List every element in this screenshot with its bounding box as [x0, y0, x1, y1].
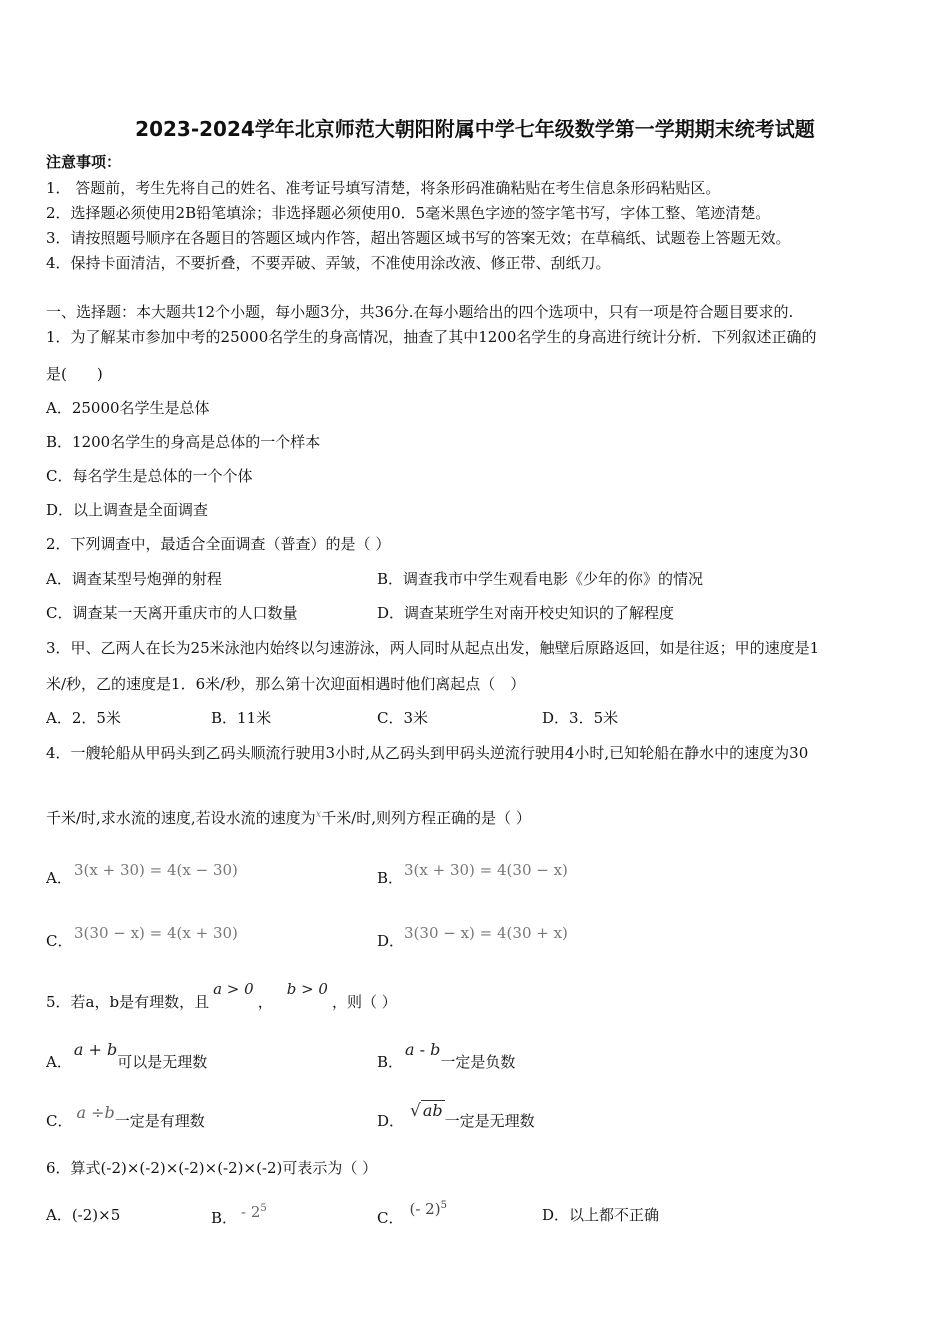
q1-option-b: B．1200名学生的身高是总体的一个样本: [46, 433, 321, 451]
q5-option-b-label: B．: [377, 1053, 404, 1071]
q5-option-b: [377, 1040, 516, 1072]
notice-heading: 注意事项：: [46, 153, 122, 171]
q1-stem-1: 1．为了解某市参加中考的25000名学生的身高情况，抽查了其中1200名学生的身高进行统计分析．下列叙述正确的: [46, 328, 817, 346]
q4-option-c-math: 3(30 − x) = 4(x + 30): [74, 924, 238, 942]
q4-option-b-math: 3(x + 30) = 4(30 − x): [404, 861, 568, 879]
q5-stem-b: ，则（ ）: [331, 993, 397, 1011]
notice-item-4: 4．保持卡面清洁，不要折叠，不要弄破、弄皱，不准使用涂改液、修正带、刮纸刀。: [46, 254, 611, 272]
q6-option-c: [377, 1200, 447, 1228]
q2-option-a: A．调查某型号炮弹的射程: [46, 570, 222, 588]
q3-option-a: A．2．5米: [46, 709, 121, 727]
q4-stem-2a: 千米/时,求水流的速度,若设水流的速度为: [46, 809, 316, 827]
sqrt-icon: √: [410, 1101, 421, 1121]
q5-option-c-label: C．: [46, 1112, 73, 1130]
q5-stem-a: 5．若a，b是有理数，且: [46, 993, 210, 1011]
q3-option-d: D．3．5米: [542, 709, 619, 727]
q4-option-c-label: C．: [46, 932, 73, 950]
q6-option-b-label: B．: [211, 1209, 238, 1227]
q6-option-d: D．以上都不正确: [542, 1206, 660, 1224]
q6-option-a: A．(-2)×5: [46, 1206, 121, 1224]
q4-option-a-label: A．: [46, 869, 72, 887]
q3-stem-2: 米/秒，乙的速度是1．6米/秒，那么第十次迎面相遇时他们离起点（ ）: [46, 675, 526, 693]
q2-option-c: C．调查某一天离开重庆市的人口数量: [46, 604, 298, 622]
q5-option-d-math: ab: [422, 1101, 443, 1120]
q4-option-b-label: B．: [377, 869, 404, 887]
q4-option-d-math: 3(30 − x) = 4(30 + x): [404, 924, 568, 942]
q6-option-c-label: C．: [377, 1209, 404, 1227]
q2-stem: 2．下列调查中，最适合全面调查（普查）的是（ ）: [46, 535, 391, 553]
q1-option-c: C．每名学生是总体的一个个体: [46, 467, 253, 485]
q5-option-d: [377, 1101, 535, 1131]
q6-option-b-base: - 2: [241, 1203, 261, 1221]
q5-option-a-text: 可以是无理数: [117, 1053, 208, 1071]
notice-item-3: 3．请按照题号顺序在各题目的答题区域内作答，超出答题区域书写的答案无效；在草稿纸、试题卷上答题无效。: [46, 229, 791, 247]
q3-stem-1: 3．甲、乙两人在长为25米泳池内始终以匀速游泳，两人同时从起点出发，触壁后原路返回，如是往返；甲的速度是1: [46, 639, 820, 657]
q2-option-d: D．调查某班学生对南开校史知识的了解程度: [377, 604, 675, 622]
q4-stem-2: [46, 805, 531, 828]
q5-cond-a: a > 0: [213, 980, 254, 998]
q4-variable: x: [315, 809, 322, 820]
q5-sep: ，: [257, 993, 273, 1011]
q5-option-b-text: 一定是负数: [440, 1053, 516, 1071]
q5-option-b-math: a - b: [405, 1040, 441, 1059]
q5-option-a: [46, 1040, 208, 1072]
q4-option-d-label: D．: [377, 932, 405, 950]
q6-option-c-exp: 5: [440, 1200, 447, 1211]
q5-option-d-label: D．: [377, 1112, 405, 1130]
q5-option-a-label: A．: [46, 1053, 72, 1071]
q3-option-c: C．3米: [377, 709, 429, 727]
q1-option-d: D．以上调查是全面调查: [46, 501, 209, 519]
q5-option-d-text: 一定是无理数: [444, 1112, 535, 1130]
q5-option-c-text: 一定是有理数: [114, 1112, 205, 1130]
notice-item-2: 2．选择题必须使用2B铅笔填涂；非选择题必须使用0．5毫米黑色字迹的签字笔书写，字体工整、笔迹清楚。: [46, 204, 771, 222]
q3-option-b: B．11米: [211, 709, 272, 727]
q6-option-b: [211, 1205, 267, 1228]
q1-option-a: A．25000名学生是总体: [46, 399, 210, 417]
q2-option-b: B．调查我市中学生观看电影《少年的你》的情况: [377, 570, 704, 588]
q1-stem-2: 是( ): [46, 365, 103, 383]
q5-option-a-math: a + b: [73, 1040, 118, 1059]
q5-cond-b: b > 0: [286, 980, 328, 998]
notice-item-1: 1． 答题前，考生先将自己的姓名、准考证号填写清楚，将条形码准确粘贴在考生信息条形码粘贴区。: [46, 179, 721, 197]
q6-option-c-base: (- 2): [409, 1200, 441, 1218]
q4-stem-2b: 千米/时,则列方程正确的是（ ）: [321, 809, 531, 827]
page-title: 2023-2024学年北京师范大朝阳附属中学七年级数学第一学期期末统考试题: [135, 117, 815, 141]
q6-stem: 6．算式(-2)×(-2)×(-2)×(-2)×(-2)可表示为（ ）: [46, 1159, 378, 1177]
q5-option-c-math: a ÷b: [76, 1103, 115, 1122]
q5-stem: [46, 980, 397, 1012]
q5-option-c: [46, 1103, 205, 1131]
section-heading: 一、选择题：本大题共12个小题，每小题3分，共36分.在每小题给出的四个选项中，只有一项是符合题目要求的.: [46, 303, 794, 321]
q6-option-b-exp: 5: [260, 1203, 267, 1214]
q4-stem-1: 4．一艘轮船从甲码头到乙码头顺流行驶用3小时,从乙码头到甲码头逆流行驶用4小时,已知轮船在静水中的速度为30: [46, 744, 809, 762]
q4-option-a-math: 3(x + 30) = 4(x − 30): [74, 861, 238, 879]
